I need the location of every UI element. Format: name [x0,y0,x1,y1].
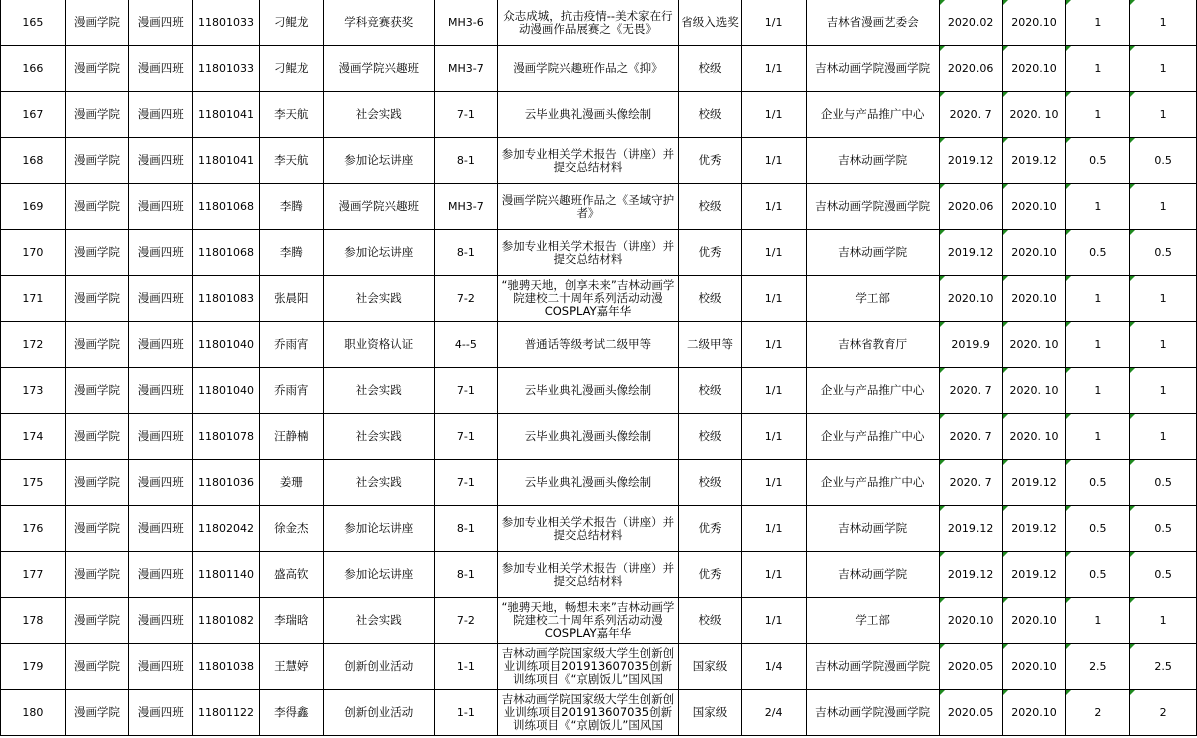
organization-cell[interactable]: 吉林动画学院漫画学院 [806,184,939,230]
table-row [1,138,1197,184]
ratio-cell[interactable]: 1/1 [741,368,806,414]
score-cell[interactable]: 0.5 [1066,552,1130,598]
total-score-cell[interactable]: 0.5 [1130,138,1197,184]
student-name-cell[interactable]: 李腾 [259,230,323,276]
college-cell[interactable]: 漫画学院 [65,46,129,92]
class-cell[interactable]: 漫画四班 [129,230,193,276]
code-cell[interactable]: 7-1 [434,92,497,138]
student-id-cell[interactable]: 11801040 [193,322,260,368]
table-row [1,46,1197,92]
table-row [1,322,1197,368]
row-number-cell[interactable]: 173 [1,368,66,414]
total-score-cell[interactable]: 1 [1130,368,1197,414]
score-cell[interactable]: 1 [1066,0,1130,46]
organization-cell[interactable]: 吉林动画学院漫画学院 [806,644,939,690]
score-cell[interactable]: 1 [1066,368,1130,414]
table-row [1,506,1197,552]
level-cell[interactable]: 国家级 [679,690,742,736]
start-date-cell[interactable]: 2019.9 [939,322,1002,368]
table-row [1,644,1197,690]
code-cell[interactable]: 7-2 [434,276,497,322]
ratio-cell[interactable]: 1/1 [741,138,806,184]
student-name-cell[interactable]: 刁鲲龙 [259,0,323,46]
end-date-cell[interactable]: 2019.12 [1002,138,1066,184]
start-date-cell[interactable]: 2020.02 [939,0,1002,46]
student-id-cell[interactable]: 11801078 [193,414,260,460]
student-name-cell[interactable]: 汪静楠 [259,414,323,460]
start-date-cell[interactable]: 2020.10 [939,598,1002,644]
score-cell[interactable]: 2 [1066,690,1130,736]
category-cell[interactable]: 社会实践 [323,368,434,414]
code-cell[interactable]: MH3-6 [434,0,497,46]
organization-cell[interactable]: 吉林动画学院 [806,230,939,276]
organization-cell[interactable]: 学工部 [806,598,939,644]
class-cell[interactable]: 漫画四班 [129,322,193,368]
student-name-cell[interactable]: 李得鑫 [259,690,323,736]
category-cell[interactable]: 参加论坛讲座 [323,506,434,552]
level-cell[interactable]: 校级 [679,414,742,460]
organization-cell[interactable]: 企业与产品推广中心 [806,414,939,460]
class-cell[interactable]: 漫画四班 [129,138,193,184]
total-score-cell[interactable]: 1 [1130,276,1197,322]
student-id-cell[interactable]: 11801068 [193,184,260,230]
total-score-cell[interactable]: 2 [1130,690,1197,736]
student-id-cell[interactable]: 11801082 [193,598,260,644]
item-cell[interactable]: 云毕业典礼漫画头像绘制 [497,92,678,138]
ratio-cell[interactable]: 2/4 [741,690,806,736]
start-date-cell[interactable]: 2020. 7 [939,460,1002,506]
total-score-cell[interactable]: 1 [1130,184,1197,230]
student-name-cell[interactable]: 王慧婷 [259,644,323,690]
start-date-cell[interactable]: 2020.10 [939,276,1002,322]
class-cell[interactable]: 漫画四班 [129,92,193,138]
row-number-cell[interactable]: 168 [1,138,66,184]
row-number-cell[interactable]: 180 [1,690,66,736]
end-date-cell[interactable]: 2020.10 [1002,644,1066,690]
student-name-cell[interactable]: 乔雨宵 [259,322,323,368]
category-cell[interactable]: 社会实践 [323,414,434,460]
end-date-cell[interactable]: 2020. 10 [1002,322,1066,368]
level-cell[interactable]: 国家级 [679,644,742,690]
table-row [1,230,1197,276]
organization-cell[interactable]: 企业与产品推广中心 [806,368,939,414]
row-number-cell[interactable]: 169 [1,184,66,230]
row-number-cell[interactable]: 177 [1,552,66,598]
end-date-cell[interactable]: 2019.12 [1002,552,1066,598]
level-cell[interactable]: 校级 [679,92,742,138]
score-cell[interactable]: 1 [1066,46,1130,92]
code-cell[interactable]: MH3-7 [434,184,497,230]
code-cell[interactable]: 8-1 [434,552,497,598]
row-number-cell[interactable]: 166 [1,46,66,92]
item-cell[interactable]: 云毕业典礼漫画头像绘制 [497,460,678,506]
student-id-cell[interactable]: 11801040 [193,368,260,414]
level-cell[interactable]: 校级 [679,276,742,322]
category-cell[interactable]: 参加论坛讲座 [323,552,434,598]
student-name-cell[interactable]: 李天航 [259,92,323,138]
student-id-cell[interactable]: 11801083 [193,276,260,322]
category-cell[interactable]: 社会实践 [323,92,434,138]
item-cell[interactable]: 参加专业相关学术报告（讲座）并提交总结材料 [497,552,678,598]
code-cell[interactable]: 7-1 [434,460,497,506]
code-cell[interactable]: 7-1 [434,368,497,414]
college-cell[interactable]: 漫画学院 [65,322,129,368]
score-cell[interactable]: 0.5 [1066,138,1130,184]
item-cell[interactable]: 普通话等级考试二级甲等 [497,322,678,368]
student-id-cell[interactable]: 11801041 [193,92,260,138]
row-number-cell[interactable]: 176 [1,506,66,552]
score-cell[interactable]: 0.5 [1066,506,1130,552]
student-id-cell[interactable]: 11801036 [193,460,260,506]
item-cell[interactable]: 吉林动画学院国家级大学生创新创业训练项目201913607035创新训练项目《“京剧饭儿”国风国 [497,644,678,690]
class-cell[interactable]: 漫画四班 [129,506,193,552]
start-date-cell[interactable]: 2019.12 [939,552,1002,598]
ratio-cell[interactable]: 1/4 [741,644,806,690]
start-date-cell[interactable]: 2020. 7 [939,414,1002,460]
category-cell[interactable]: 学科竞赛获奖 [323,0,434,46]
student-id-cell[interactable]: 11802042 [193,506,260,552]
score-cell[interactable]: 1 [1066,598,1130,644]
level-cell[interactable]: 优秀 [679,230,742,276]
start-date-cell[interactable]: 2019.12 [939,506,1002,552]
level-cell[interactable]: 二级甲等 [679,322,742,368]
end-date-cell[interactable]: 2020. 10 [1002,368,1066,414]
total-score-cell[interactable]: 1 [1130,322,1197,368]
college-cell[interactable]: 漫画学院 [65,276,129,322]
score-cell[interactable]: 0.5 [1066,230,1130,276]
ratio-cell[interactable]: 1/1 [741,506,806,552]
total-score-cell[interactable]: 0.5 [1130,506,1197,552]
ratio-cell[interactable]: 1/1 [741,230,806,276]
code-cell[interactable]: 7-2 [434,598,497,644]
row-number-cell[interactable]: 174 [1,414,66,460]
start-date-cell[interactable]: 2020.05 [939,690,1002,736]
end-date-cell[interactable]: 2020.10 [1002,690,1066,736]
student-name-cell[interactable]: 张晨阳 [259,276,323,322]
class-cell[interactable]: 漫画四班 [129,460,193,506]
end-date-cell[interactable]: 2020. 10 [1002,414,1066,460]
row-number-cell[interactable]: 172 [1,322,66,368]
table-row [1,598,1197,644]
item-cell[interactable]: 参加专业相关学术报告（讲座）并提交总结材料 [497,138,678,184]
student-id-cell[interactable]: 11801033 [193,0,260,46]
student-name-cell[interactable]: 盛高钦 [259,552,323,598]
organization-cell[interactable]: 吉林动画学院 [806,552,939,598]
ratio-cell[interactable]: 1/1 [741,92,806,138]
end-date-cell[interactable]: 2020.10 [1002,0,1066,46]
score-cell[interactable]: 1 [1066,92,1130,138]
class-cell[interactable]: 漫画四班 [129,276,193,322]
code-cell[interactable]: 8-1 [434,138,497,184]
code-cell[interactable]: MH3-7 [434,46,497,92]
table-row [1,460,1197,506]
total-score-cell[interactable]: 1 [1130,92,1197,138]
class-cell[interactable]: 漫画四班 [129,46,193,92]
student-id-cell[interactable]: 11801033 [193,46,260,92]
organization-cell[interactable]: 学工部 [806,276,939,322]
start-date-cell[interactable]: 2020.05 [939,644,1002,690]
college-cell[interactable]: 漫画学院 [65,414,129,460]
class-cell[interactable]: 漫画四班 [129,552,193,598]
score-cell[interactable]: 0.5 [1066,460,1130,506]
row-number-cell[interactable]: 179 [1,644,66,690]
class-cell[interactable]: 漫画四班 [129,184,193,230]
row-number-cell[interactable]: 178 [1,598,66,644]
total-score-cell[interactable]: 0.5 [1130,460,1197,506]
total-score-cell[interactable]: 0.5 [1130,230,1197,276]
total-score-cell[interactable]: 1 [1130,0,1197,46]
table-row [1,276,1197,322]
item-cell[interactable]: 云毕业典礼漫画头像绘制 [497,414,678,460]
code-cell[interactable]: 8-1 [434,230,497,276]
start-date-cell[interactable]: 2020. 7 [939,92,1002,138]
student-id-cell[interactable]: 11801122 [193,690,260,736]
ratio-cell[interactable]: 1/1 [741,184,806,230]
end-date-cell[interactable]: 2020.10 [1002,230,1066,276]
start-date-cell[interactable]: 2020.06 [939,46,1002,92]
table-row [1,184,1197,230]
organization-cell[interactable]: 吉林动画学院 [806,506,939,552]
score-cell[interactable]: 1 [1066,276,1130,322]
class-cell[interactable]: 漫画四班 [129,644,193,690]
row-number-cell[interactable]: 167 [1,92,66,138]
start-date-cell[interactable]: 2019.12 [939,230,1002,276]
level-cell[interactable]: 校级 [679,460,742,506]
end-date-cell[interactable]: 2020.10 [1002,46,1066,92]
code-cell[interactable]: 1-1 [434,690,497,736]
category-cell[interactable]: 漫画学院兴趣班 [323,184,434,230]
category-cell[interactable]: 社会实践 [323,276,434,322]
code-cell[interactable]: 1-1 [434,644,497,690]
category-cell[interactable]: 创新创业活动 [323,690,434,736]
level-cell[interactable]: 优秀 [679,506,742,552]
item-cell[interactable]: “驰骋天地，畅想未来”吉林动画学院建校二十周年系列活动动漫COSPLAY嘉年华 [497,598,678,644]
student-name-cell[interactable]: 乔雨宵 [259,368,323,414]
category-cell[interactable]: 职业资格认证 [323,322,434,368]
item-cell[interactable]: 吉林动画学院国家级大学生创新创业训练项目201913607035创新训练项目《“京剧饭儿”国风国 [497,690,678,736]
row-number-cell[interactable]: 175 [1,460,66,506]
start-date-cell[interactable]: 2020. 7 [939,368,1002,414]
student-name-cell[interactable]: 姜珊 [259,460,323,506]
level-cell[interactable]: 省级入选奖 [679,0,742,46]
student-id-cell[interactable]: 11801038 [193,644,260,690]
student-name-cell[interactable]: 徐金杰 [259,506,323,552]
organization-cell[interactable]: 吉林动画学院漫画学院 [806,690,939,736]
student-name-cell[interactable]: 刁鲲龙 [259,46,323,92]
ratio-cell[interactable]: 1/1 [741,414,806,460]
ratio-cell[interactable]: 1/1 [741,460,806,506]
ratio-cell[interactable]: 1/1 [741,552,806,598]
total-score-cell[interactable]: 1 [1130,414,1197,460]
college-cell[interactable]: 漫画学院 [65,506,129,552]
college-cell[interactable]: 漫画学院 [65,690,129,736]
item-cell[interactable]: 参加专业相关学术报告（讲座）并提交总结材料 [497,506,678,552]
item-cell[interactable]: 参加专业相关学术报告（讲座）并提交总结材料 [497,230,678,276]
table-row [1,92,1197,138]
table-row [1,552,1197,598]
class-cell[interactable]: 漫画四班 [129,598,193,644]
table-body [1,0,1197,736]
total-score-cell[interactable]: 1 [1130,46,1197,92]
end-date-cell[interactable]: 2019.12 [1002,460,1066,506]
student-id-cell[interactable]: 11801140 [193,552,260,598]
college-cell[interactable]: 漫画学院 [65,552,129,598]
score-cell[interactable]: 1 [1066,414,1130,460]
college-cell[interactable]: 漫画学院 [65,598,129,644]
end-date-cell[interactable]: 2020. 10 [1002,92,1066,138]
category-cell[interactable]: 参加论坛讲座 [323,138,434,184]
organization-cell[interactable]: 吉林动画学院漫画学院 [806,46,939,92]
ratio-cell[interactable]: 1/1 [741,46,806,92]
level-cell[interactable]: 优秀 [679,138,742,184]
end-date-cell[interactable]: 2019.12 [1002,506,1066,552]
code-cell[interactable]: 7-1 [434,414,497,460]
organization-cell[interactable]: 吉林动画学院 [806,138,939,184]
student-name-cell[interactable]: 李腾 [259,184,323,230]
item-cell[interactable]: 漫画学院兴趣班作品之《圣域守护者》 [497,184,678,230]
level-cell[interactable]: 校级 [679,184,742,230]
start-date-cell[interactable]: 2020.06 [939,184,1002,230]
organization-cell[interactable]: 吉林省漫画艺委会 [806,0,939,46]
code-cell[interactable]: 8-1 [434,506,497,552]
total-score-cell[interactable]: 2.5 [1130,644,1197,690]
table-row [1,690,1197,736]
ratio-cell[interactable]: 1/1 [741,0,806,46]
end-date-cell[interactable]: 2020.10 [1002,184,1066,230]
level-cell[interactable]: 优秀 [679,552,742,598]
ratio-cell[interactable]: 1/1 [741,276,806,322]
organization-cell[interactable]: 企业与产品推广中心 [806,92,939,138]
ratio-cell[interactable]: 1/1 [741,598,806,644]
student-name-cell[interactable]: 李天航 [259,138,323,184]
category-cell[interactable]: 漫画学院兴趣班 [323,46,434,92]
student-name-cell[interactable]: 李瑞晗 [259,598,323,644]
code-cell[interactable]: 4--5 [434,322,497,368]
table-row [1,0,1197,46]
college-cell[interactable]: 漫画学院 [65,644,129,690]
table-row [1,414,1197,460]
college-cell[interactable]: 漫画学院 [65,0,129,46]
ratio-cell[interactable]: 1/1 [741,322,806,368]
student-id-cell[interactable]: 11801068 [193,230,260,276]
score-cell[interactable]: 2.5 [1066,644,1130,690]
score-cell[interactable]: 1 [1066,184,1130,230]
student-id-cell[interactable]: 11801041 [193,138,260,184]
class-cell[interactable]: 漫画四班 [129,368,193,414]
level-cell[interactable]: 校级 [679,368,742,414]
college-cell[interactable]: 漫画学院 [65,230,129,276]
level-cell[interactable]: 校级 [679,46,742,92]
row-number-cell[interactable]: 171 [1,276,66,322]
category-cell[interactable]: 社会实践 [323,460,434,506]
college-cell[interactable]: 漫画学院 [65,138,129,184]
category-cell[interactable]: 社会实践 [323,598,434,644]
table-row [1,368,1197,414]
category-cell[interactable]: 参加论坛讲座 [323,230,434,276]
score-cell[interactable]: 1 [1066,322,1130,368]
college-cell[interactable]: 漫画学院 [65,368,129,414]
organization-cell[interactable]: 企业与产品推广中心 [806,460,939,506]
row-number-cell[interactable]: 165 [1,0,66,46]
item-cell[interactable]: 众志成城，抗击疫情--美术家在行动漫画作品展赛之《无畏》 [497,0,678,46]
row-number-cell[interactable]: 170 [1,230,66,276]
start-date-cell[interactable]: 2019.12 [939,138,1002,184]
category-cell[interactable]: 创新创业活动 [323,644,434,690]
item-cell[interactable]: “驰骋天地，创享未来”吉林动画学院建校二十周年系列活动动漫COSPLAY嘉年华 [497,276,678,322]
college-cell[interactable]: 漫画学院 [65,460,129,506]
class-cell[interactable]: 漫画四班 [129,414,193,460]
total-score-cell[interactable]: 1 [1130,598,1197,644]
end-date-cell[interactable]: 2020.10 [1002,598,1066,644]
total-score-cell[interactable]: 0.5 [1130,552,1197,598]
item-cell[interactable]: 漫画学院兴趣班作品之《抑》 [497,46,678,92]
level-cell[interactable]: 校级 [679,598,742,644]
college-cell[interactable]: 漫画学院 [65,92,129,138]
class-cell[interactable]: 漫画四班 [129,690,193,736]
college-cell[interactable]: 漫画学院 [65,184,129,230]
end-date-cell[interactable]: 2020.10 [1002,276,1066,322]
class-cell[interactable]: 漫画四班 [129,0,193,46]
organization-cell[interactable]: 吉林省教育厅 [806,322,939,368]
item-cell[interactable]: 云毕业典礼漫画头像绘制 [497,368,678,414]
